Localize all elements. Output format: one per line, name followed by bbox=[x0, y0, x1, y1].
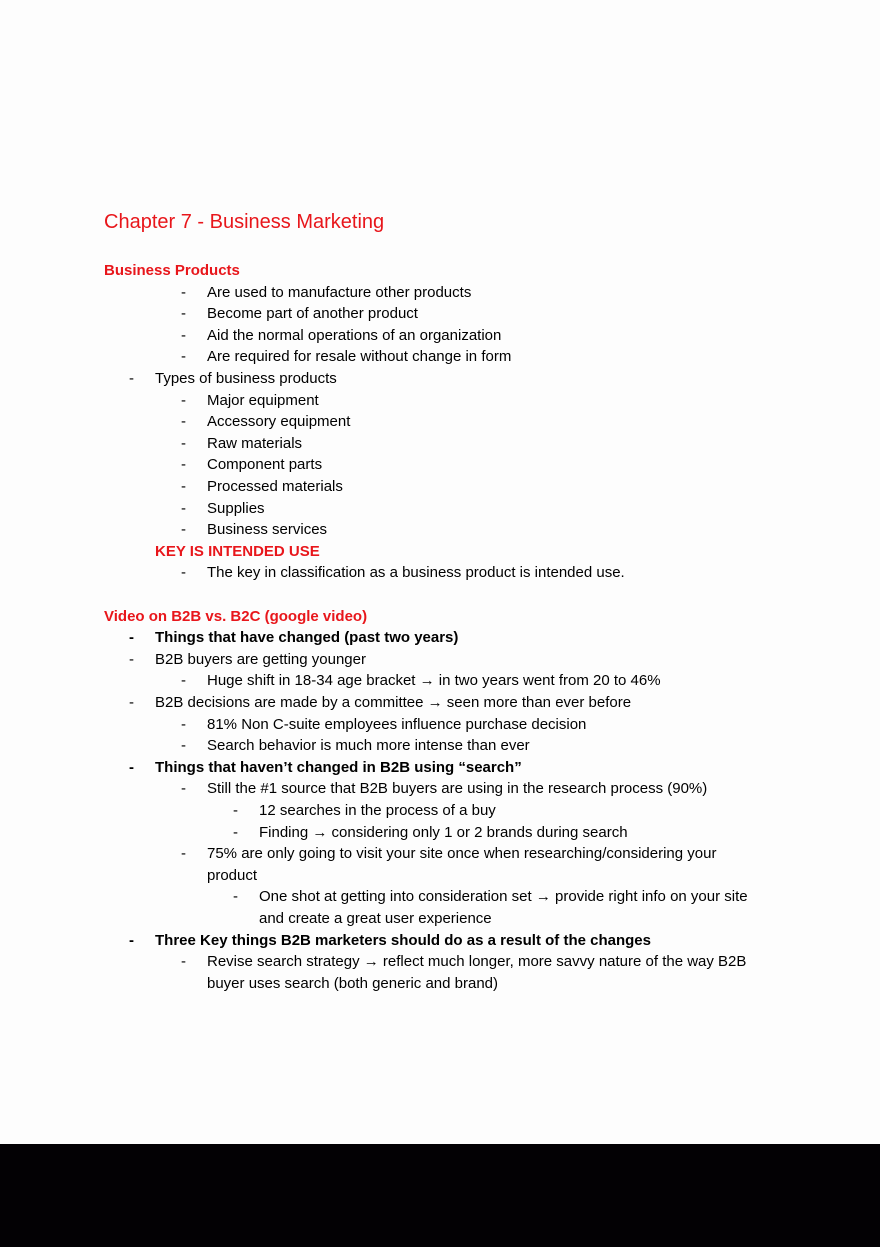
bullet-dash-icon: - bbox=[181, 715, 186, 733]
list-item-text: Types of business products bbox=[155, 370, 337, 387]
bullet-dash-icon: - bbox=[233, 823, 238, 841]
list-item-text: 12 searches in the process of a buy bbox=[259, 802, 496, 819]
bullet-dash-icon: - bbox=[181, 845, 186, 863]
list-item-text: One shot at getting into consideration set → provide right info on your site bbox=[259, 888, 748, 906]
bullet-dash-icon: - bbox=[181, 391, 186, 409]
bullet-dash-icon: - bbox=[181, 672, 186, 690]
bullet-dash-icon: - bbox=[181, 737, 186, 755]
bullet-dash-icon: - bbox=[181, 283, 186, 301]
bullet-dash-icon: - bbox=[181, 478, 186, 495]
list-item-continuation: product bbox=[207, 866, 258, 884]
bullet-dash-icon: - bbox=[181, 521, 186, 539]
bullet-dash-icon: - bbox=[181, 434, 186, 452]
bullet-dash-icon: - bbox=[129, 629, 134, 647]
document-title: Chapter 7 - Business Marketing bbox=[104, 211, 385, 233]
list-item-text: Raw materials bbox=[207, 434, 303, 452]
list-item-text: Are used to manufacture other products bbox=[207, 283, 472, 301]
list-item-text: The key in classification as a business product is intended use. bbox=[207, 564, 625, 582]
bullet-dash-icon: - bbox=[129, 931, 134, 949]
bullet-dash-icon: - bbox=[129, 370, 134, 387]
list-item-text: Aid the normal operations of an organization bbox=[207, 326, 502, 344]
list-item-text: Finding → considering only 1 or 2 brands during search bbox=[259, 823, 628, 841]
bullet-dash-icon: - bbox=[233, 802, 238, 819]
list-item-text: 75% are only going to visit your site once when researching/considering your bbox=[207, 845, 717, 863]
bullet-dash-icon: - bbox=[181, 456, 186, 474]
bullet-dash-icon: - bbox=[129, 758, 134, 776]
list-item-text: Things that haven’t changed in B2B using “search” bbox=[155, 758, 522, 776]
key-is-intended-use-heading: KEY IS INTENDED USE bbox=[155, 542, 320, 560]
list-item-text: Still the #1 source that B2B buyers are using in the research process (90%) bbox=[207, 780, 708, 798]
bullet-dash-icon: - bbox=[181, 499, 186, 517]
list-item-text: Major equipment bbox=[207, 391, 319, 409]
list-item-text: Business services bbox=[207, 521, 328, 539]
bullet-dash-icon: - bbox=[181, 780, 186, 798]
bullet-dash-icon: - bbox=[129, 650, 134, 668]
list-item-continuation: and create a great user experience bbox=[259, 910, 492, 927]
list-item-text: Revise search strategy → reflect much longer, more savvy nature of the way B2B bbox=[207, 953, 747, 971]
bullet-dash-icon: - bbox=[181, 348, 186, 366]
list-item-continuation: buyer uses search (both generic and brand) bbox=[207, 974, 499, 992]
bullet-dash-icon: - bbox=[181, 326, 186, 344]
list-item-text: B2B decisions are made by a committee → seen more than ever before bbox=[155, 694, 632, 711]
list-item-text: Accessory equipment bbox=[207, 413, 351, 431]
list-item-text: Search behavior is much more intense than ever bbox=[207, 737, 530, 755]
list-item-text: Huge shift in 18-34 age bracket → in two years went from 20 to 46% bbox=[207, 672, 661, 690]
bullet-dash-icon: - bbox=[181, 305, 186, 323]
list-item-text: Things that have changed (past two years) bbox=[155, 629, 459, 647]
bottom-black-bar bbox=[0, 1144, 880, 1247]
list-item-text: Processed materials bbox=[207, 478, 343, 495]
list-item-text: Become part of another product bbox=[207, 305, 418, 323]
section-heading-business-products: Business Products bbox=[104, 262, 240, 279]
list-item-text: 81% Non C-suite employees influence purchase decision bbox=[207, 715, 587, 733]
bullet-dash-icon: - bbox=[181, 413, 186, 431]
list-item-text: Three Key things B2B marketers should do as a result of the changes bbox=[155, 931, 651, 949]
list-item-text: Component parts bbox=[207, 456, 323, 474]
list-item-text: Supplies bbox=[207, 499, 265, 517]
bullet-dash-icon: - bbox=[233, 888, 238, 906]
list-item-text: Are required for resale without change in form bbox=[207, 348, 512, 366]
bullet-dash-icon: - bbox=[181, 564, 186, 582]
bullet-dash-icon: - bbox=[129, 694, 134, 711]
bullet-dash-icon: - bbox=[181, 953, 186, 971]
list-item-text: B2B buyers are getting younger bbox=[155, 650, 366, 668]
section-heading-video-b2b-b2c: Video on B2B vs. B2C (google video) bbox=[104, 607, 368, 625]
